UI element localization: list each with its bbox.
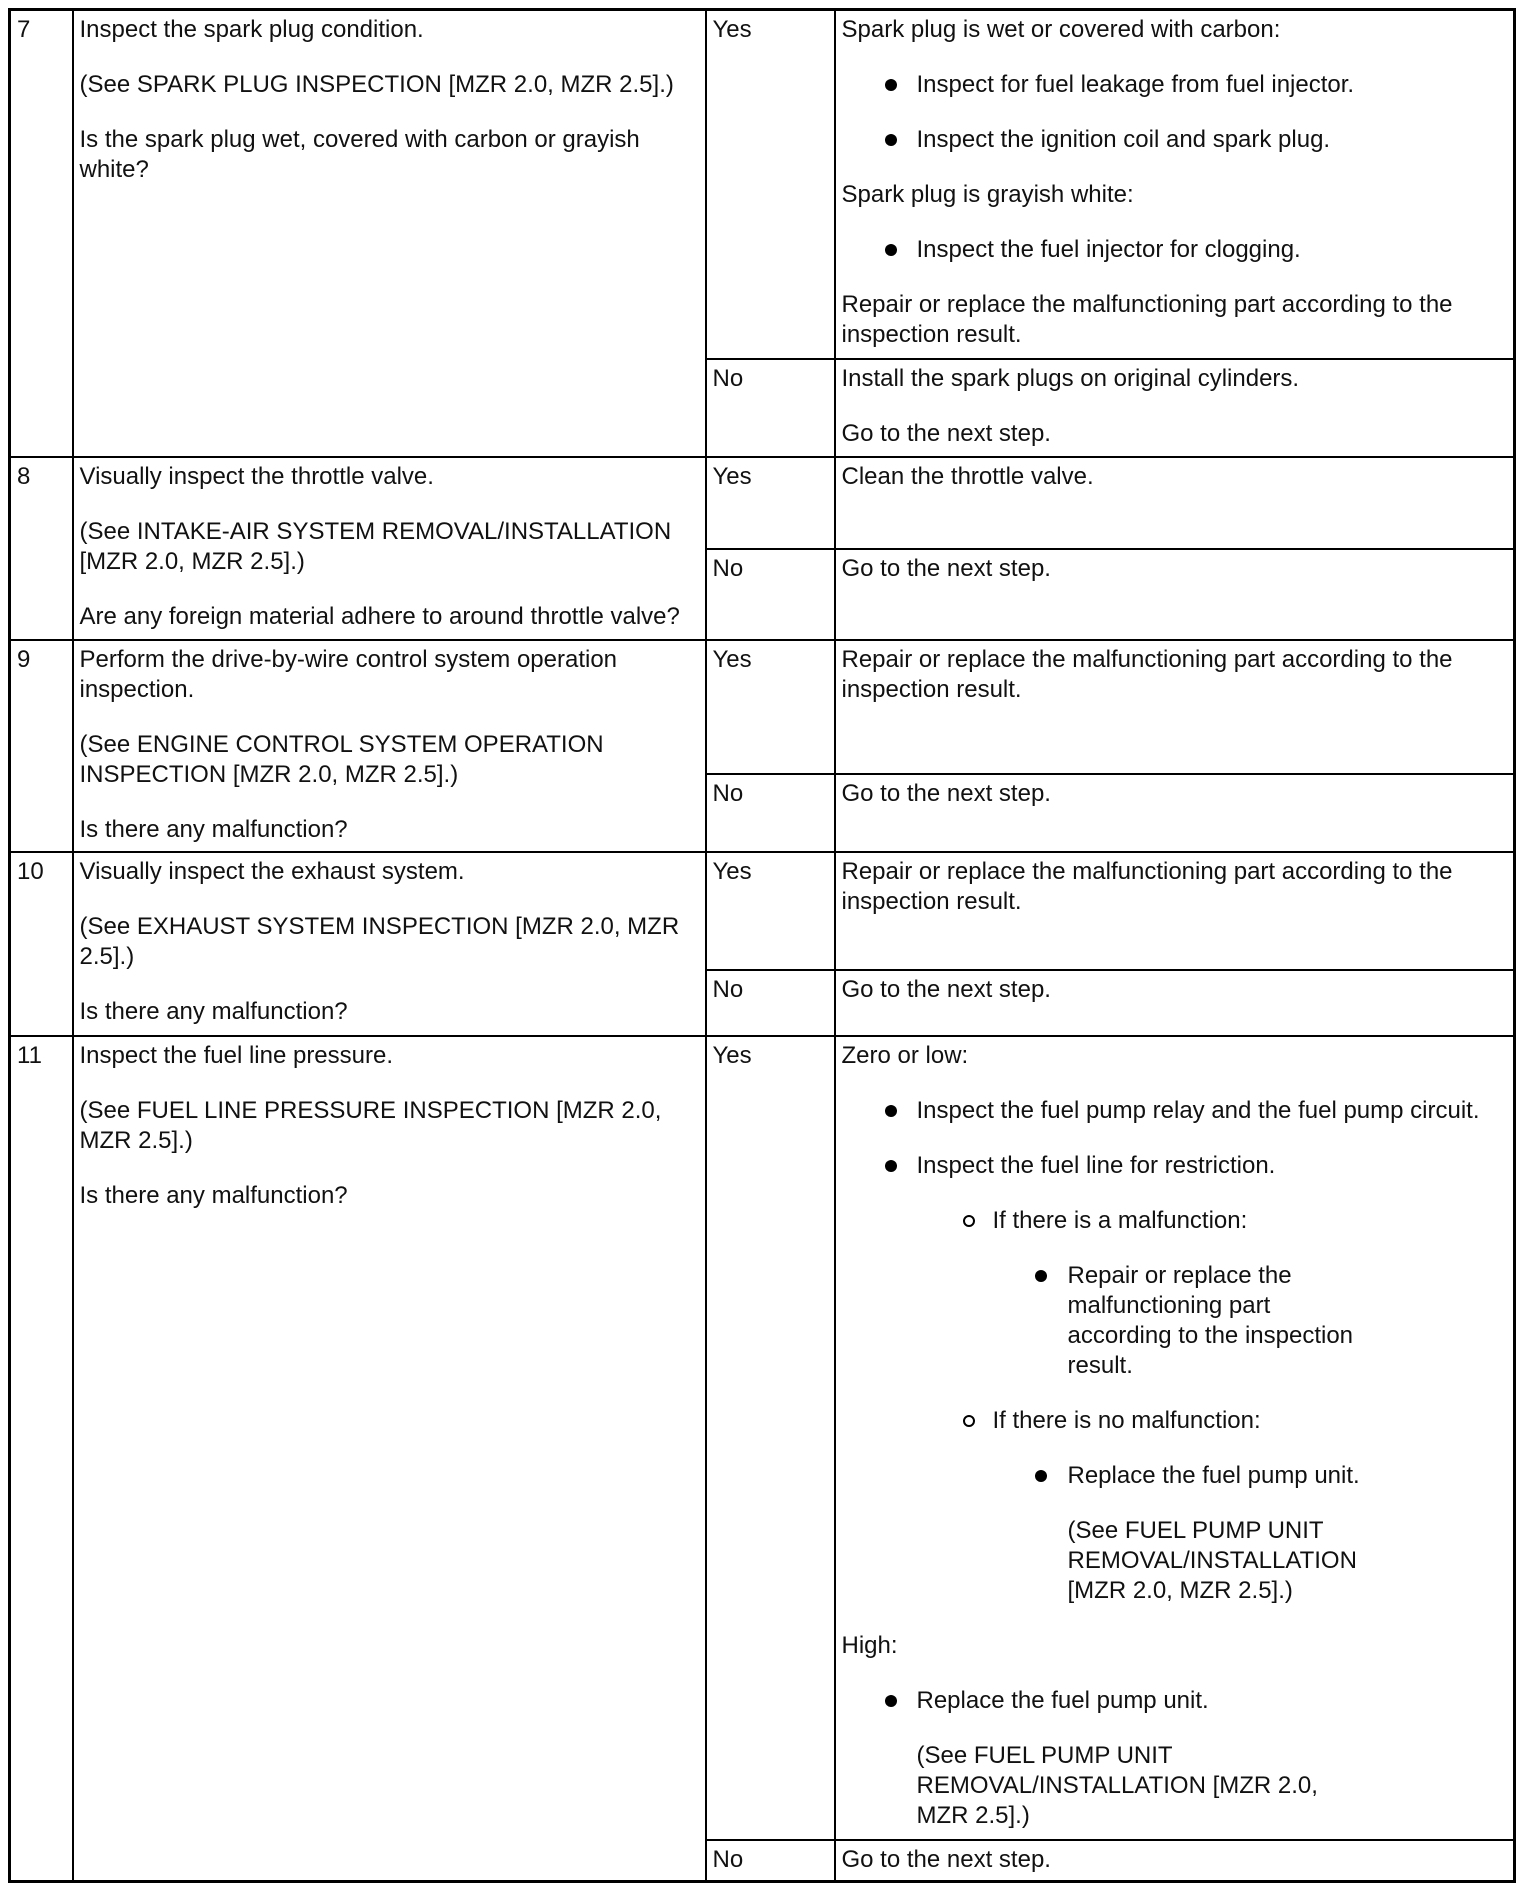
step-8-yes-row: [10, 457, 1515, 549]
result-yes: Yes: [706, 1036, 835, 1840]
step-10-yes-row: [10, 852, 1515, 970]
bullet-text: Replace the fuel pump unit.: [916, 1686, 1209, 1714]
condition-heading: Spark plug is wet or covered with carbon:: [841, 16, 1281, 43]
action-text: Go to the next step.: [841, 419, 1051, 447]
inspection-cell: [73, 1036, 706, 1882]
inspection-reference: (See ENGINE CONTROL SYSTEM OPERATION INSPECTION [MZR 2.0, MZR 2.5].): [79, 730, 604, 788]
step-number: 8: [10, 457, 73, 640]
nested-bullet-item: [993, 1461, 1368, 1606]
result-no: No: [706, 549, 835, 640]
bullet-list: [842, 1686, 1508, 1831]
action-yes-cell: Repair or replace the malfunctioning part according to the inspection result.: [835, 640, 1515, 774]
inspection-question: Is there any malfunction?: [79, 815, 348, 843]
inspection-cell: [73, 457, 706, 640]
inspection-instruction: Perform the drive-by-wire control system operation inspection.: [79, 645, 618, 703]
step-7-yes-row: [10, 10, 1515, 359]
inspection-cell: [73, 852, 706, 1036]
bullet-item: Inspect the fuel injector for clogging.: [842, 235, 1508, 265]
condition-heading: High:: [841, 1631, 898, 1659]
result-no: No: [706, 359, 835, 457]
bullet-item: [842, 1686, 1357, 1831]
sub-bullet-text: If there is no malfunction:: [992, 1406, 1261, 1434]
nested-bullet-text: Replace the fuel pump unit.: [1067, 1461, 1360, 1489]
inspection-question: Is there any malfunction?: [79, 1181, 348, 1209]
result-no: No: [706, 970, 835, 1036]
action-text: Install the spark plugs on original cylinders.: [841, 364, 1300, 392]
result-yes: Yes: [706, 640, 835, 774]
step-9-yes-row: [10, 640, 1515, 774]
bullet-text: Inspect the fuel line for restriction.: [916, 1151, 1276, 1179]
inspection-reference: (See FUEL LINE PRESSURE INSPECTION [MZR 2.0, MZR 2.5].): [79, 1096, 662, 1154]
action-no-cell: Go to the next step.: [835, 549, 1515, 640]
sub-bullet-list: [917, 1206, 1508, 1606]
inspection-question: Are any foreign material adhere to around throttle valve?: [79, 602, 680, 630]
inspection-instruction: Visually inspect the exhaust system.: [79, 857, 465, 885]
action-yes-cell: [835, 10, 1515, 359]
nested-bullet-reference: (See FUEL PUMP UNIT REMOVAL/INSTALLATION [MZR 2.0, MZR 2.5].): [1067, 1516, 1357, 1604]
bullet-item: [842, 1151, 1508, 1606]
sub-bullet-item: [917, 1206, 1508, 1381]
inspection-reference: (See INTAKE-AIR SYSTEM REMOVAL/INSTALLATION [MZR 2.0, MZR 2.5].): [79, 517, 672, 575]
bullet-item: Inspect the ignition coil and spark plug.: [842, 125, 1508, 155]
inspection-reference: (See SPARK PLUG INSPECTION [MZR 2.0, MZR 2.5].): [79, 71, 674, 98]
condition-heading: Zero or low:: [841, 1041, 969, 1069]
nested-bullet-item: Repair or replace the malfunctioning part according to the inspection result.: [993, 1261, 1368, 1381]
condition-heading: Spark plug is grayish white:: [841, 181, 1134, 208]
inspection-cell: [73, 640, 706, 852]
action-no-cell: [835, 359, 1515, 457]
step-11-yes-row: [10, 1036, 1515, 1840]
result-yes: Yes: [706, 457, 835, 549]
action-no-cell: Go to the next step.: [835, 1840, 1515, 1882]
bullet-reference: (See FUEL PUMP UNIT REMOVAL/INSTALLATION [MZR 2.0, MZR 2.5].): [916, 1741, 1318, 1829]
inspection-instruction: Inspect the fuel line pressure.: [79, 1041, 394, 1069]
diagnostic-table: [8, 8, 1516, 1883]
sub-bullet-item: [917, 1406, 1508, 1606]
bullet-list: [842, 235, 1508, 265]
result-yes: Yes: [706, 852, 835, 970]
bullet-list: [842, 70, 1508, 155]
inspection-reference: (See EXHAUST SYSTEM INSPECTION [MZR 2.0, MZR 2.5].): [79, 912, 680, 970]
nested-bullet-list: [993, 1461, 1508, 1606]
result-yes: Yes: [706, 10, 835, 359]
nested-bullet-list: [993, 1261, 1508, 1381]
step-number: 10: [10, 852, 73, 1036]
step-number: 9: [10, 640, 73, 852]
action-no-cell: Go to the next step.: [835, 774, 1515, 852]
action-conclusion: Repair or replace the malfunctioning part according to the inspection result.: [841, 291, 1453, 348]
action-yes-cell: Repair or replace the malfunctioning part according to the inspection result.: [835, 852, 1515, 970]
step-number: 7: [10, 10, 73, 457]
inspection-instruction: Inspect the spark plug condition.: [79, 16, 424, 43]
inspection-question: Is the spark plug wet, covered with carbon or grayish white?: [79, 126, 640, 183]
bullet-item: Inspect for fuel leakage from fuel injector.: [842, 70, 1508, 100]
inspection-cell: [73, 10, 706, 457]
result-no: No: [706, 774, 835, 852]
step-number: 11: [10, 1036, 73, 1882]
inspection-instruction: Visually inspect the throttle valve.: [79, 462, 434, 490]
action-yes-cell: [835, 1036, 1515, 1840]
inspection-question: Is there any malfunction?: [79, 997, 348, 1025]
bullet-list: [842, 1096, 1508, 1606]
bullet-item: Inspect the fuel pump relay and the fuel pump circuit.: [842, 1096, 1508, 1126]
result-no: No: [706, 1840, 835, 1882]
action-no-cell: Go to the next step.: [835, 970, 1515, 1036]
action-yes-cell: Clean the throttle valve.: [835, 457, 1515, 549]
sub-bullet-text: If there is a malfunction:: [992, 1206, 1248, 1234]
